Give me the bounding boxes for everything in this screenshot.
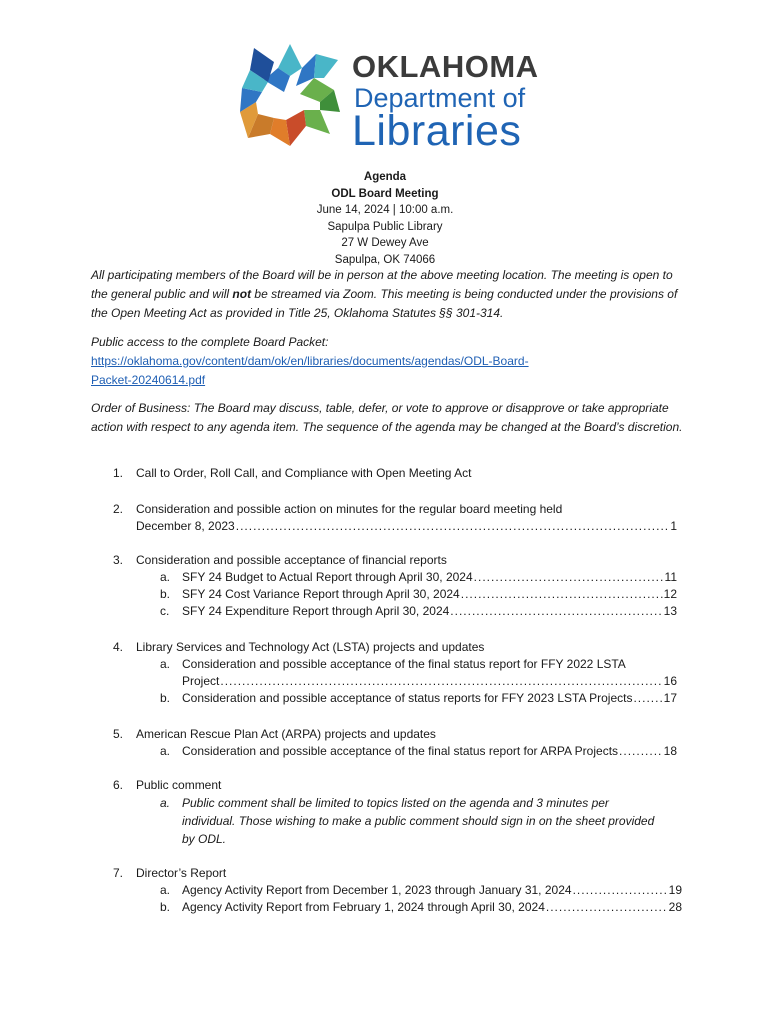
item-text: Consideration and possible action on minutes for the regular board meeting held bbox=[136, 502, 563, 516]
sub-text: Agency Activity Report from February 1, 2024 through April 30, 2024 bbox=[182, 900, 545, 914]
meeting-notice bbox=[91, 266, 691, 323]
sub-text: SFY 24 Cost Variance Report through April 30, 2024 bbox=[182, 587, 460, 601]
sub-letter: b. bbox=[160, 900, 171, 914]
sub-line bbox=[182, 569, 677, 587]
public-access bbox=[91, 333, 691, 390]
sub-text: Consideration and possible acceptance of the final status report for ARPA Projects bbox=[182, 744, 619, 758]
meeting-street: 27 W Dewey Ave bbox=[341, 237, 429, 249]
sub-letter: a. bbox=[160, 883, 171, 897]
notice-bold: not bbox=[232, 287, 252, 301]
page-number: 1 bbox=[670, 519, 677, 533]
sub-line bbox=[182, 743, 677, 761]
notice-part2: be streamed via Zoom. This meeting is being conducted under the provisions of the Open Meeting Act as provided in Title 25, Oklahoma Statutes §§ 301-314. bbox=[91, 287, 678, 320]
sub-text: Consideration and possible acceptance of the final status report for FFY 2022 LSTA bbox=[182, 657, 626, 671]
odl-logo bbox=[234, 40, 554, 156]
sub-letter: c. bbox=[160, 604, 170, 618]
sub-text-line2: individual. Those wishing to make a public comment should sign in on the sheet provided bbox=[182, 814, 655, 828]
sub-letter: b. bbox=[160, 691, 171, 705]
sub-text-cont: Project bbox=[182, 674, 220, 688]
logo-libraries: Libraries bbox=[352, 107, 522, 155]
page-number: 17 bbox=[663, 691, 677, 705]
meeting-venue: Sapulpa Public Library bbox=[327, 220, 443, 233]
page-number: 11 bbox=[664, 570, 677, 584]
sub-letter: a. bbox=[160, 570, 171, 584]
page-number: 28 bbox=[668, 900, 682, 914]
item-text: Director’s Report bbox=[136, 866, 227, 880]
sub-text: Consideration and possible acceptance of status reports for FFY 2023 LSTA Projects bbox=[182, 691, 633, 705]
order-of-business: Order of Business: The Board may discuss, table, defer, or vote to approve or disapprove or take appropriate action with respect to any agenda item. The sequence of the agenda may be changed at the Board’s discretion. bbox=[91, 401, 683, 434]
sub-text-line3: by ODL. bbox=[182, 832, 227, 846]
item-number: 3. bbox=[113, 553, 124, 567]
agenda-title: Agenda bbox=[363, 171, 407, 183]
agenda-item-2-cont bbox=[136, 518, 677, 536]
sub-letter: a. bbox=[160, 744, 171, 758]
sub-line bbox=[182, 690, 677, 708]
board-packet-link-line2[interactable]: Packet-20240614.pdf bbox=[91, 373, 206, 387]
meeting-header bbox=[0, 169, 770, 268]
item-number: 5. bbox=[113, 727, 124, 741]
page-number: 19 bbox=[668, 883, 682, 897]
item-text-cont: December 8, 2023 bbox=[136, 519, 235, 533]
sub-line bbox=[182, 586, 677, 604]
item-text: Library Services and Technology Act (LSTA) projects and updates bbox=[136, 640, 485, 654]
item-number: 1. bbox=[113, 466, 124, 480]
star-logo-icon bbox=[234, 40, 346, 152]
page-number: 13 bbox=[663, 604, 677, 618]
sub-line bbox=[182, 882, 682, 900]
page-number: 12 bbox=[663, 587, 677, 601]
meeting-datetime: June 14, 2024 | 10:00 a.m. bbox=[316, 204, 454, 216]
meeting-subtitle: ODL Board Meeting bbox=[331, 187, 439, 200]
item-number: 4. bbox=[113, 640, 124, 654]
notice-part1: All participating members of the Board will be in person at the above meeting location. The meeting is open to the general public and will bbox=[91, 268, 673, 301]
logo-department-of: Department of bbox=[354, 83, 526, 113]
item-text: Call to Order, Roll Call, and Compliance with Open Meeting Act bbox=[136, 466, 472, 480]
public-access-label: Public access to the complete Board Packet: bbox=[91, 335, 329, 349]
sub-text: Agency Activity Report from December 1, 2023 through January 31, 2024 bbox=[182, 883, 572, 897]
item-number: 2. bbox=[113, 502, 124, 516]
item-text: Public comment bbox=[136, 778, 222, 792]
agenda-item-4a-cont bbox=[182, 673, 677, 691]
sub-text-line1: Public comment shall be limited to topics listed on the agenda and 3 minutes per bbox=[182, 796, 609, 810]
logo-oklahoma: OKLAHOMA bbox=[352, 49, 539, 84]
item-number: 6. bbox=[113, 778, 124, 792]
sub-line bbox=[182, 603, 677, 621]
item-number: 7. bbox=[113, 866, 124, 880]
meeting-city: Sapulpa, OK 74066 bbox=[334, 253, 436, 266]
page-number: 16 bbox=[663, 674, 677, 688]
sub-letter: b. bbox=[160, 587, 171, 601]
sub-text: SFY 24 Budget to Actual Report through April 30, 2024 bbox=[182, 570, 473, 584]
board-packet-link-line1[interactable]: https://oklahoma.gov/content/dam/ok/en/libraries/documents/agendas/ODL-Board- bbox=[91, 354, 529, 368]
item-text: Consideration and possible acceptance of financial reports bbox=[136, 553, 447, 567]
page-number: 18 bbox=[663, 744, 677, 758]
sub-text: SFY 24 Expenditure Report through April 30, 2024 bbox=[182, 604, 450, 618]
sub-letter: a. bbox=[160, 796, 171, 810]
sub-line bbox=[182, 899, 682, 917]
sub-letter: a. bbox=[160, 657, 171, 671]
item-text: American Rescue Plan Act (ARPA) projects and updates bbox=[136, 727, 436, 741]
